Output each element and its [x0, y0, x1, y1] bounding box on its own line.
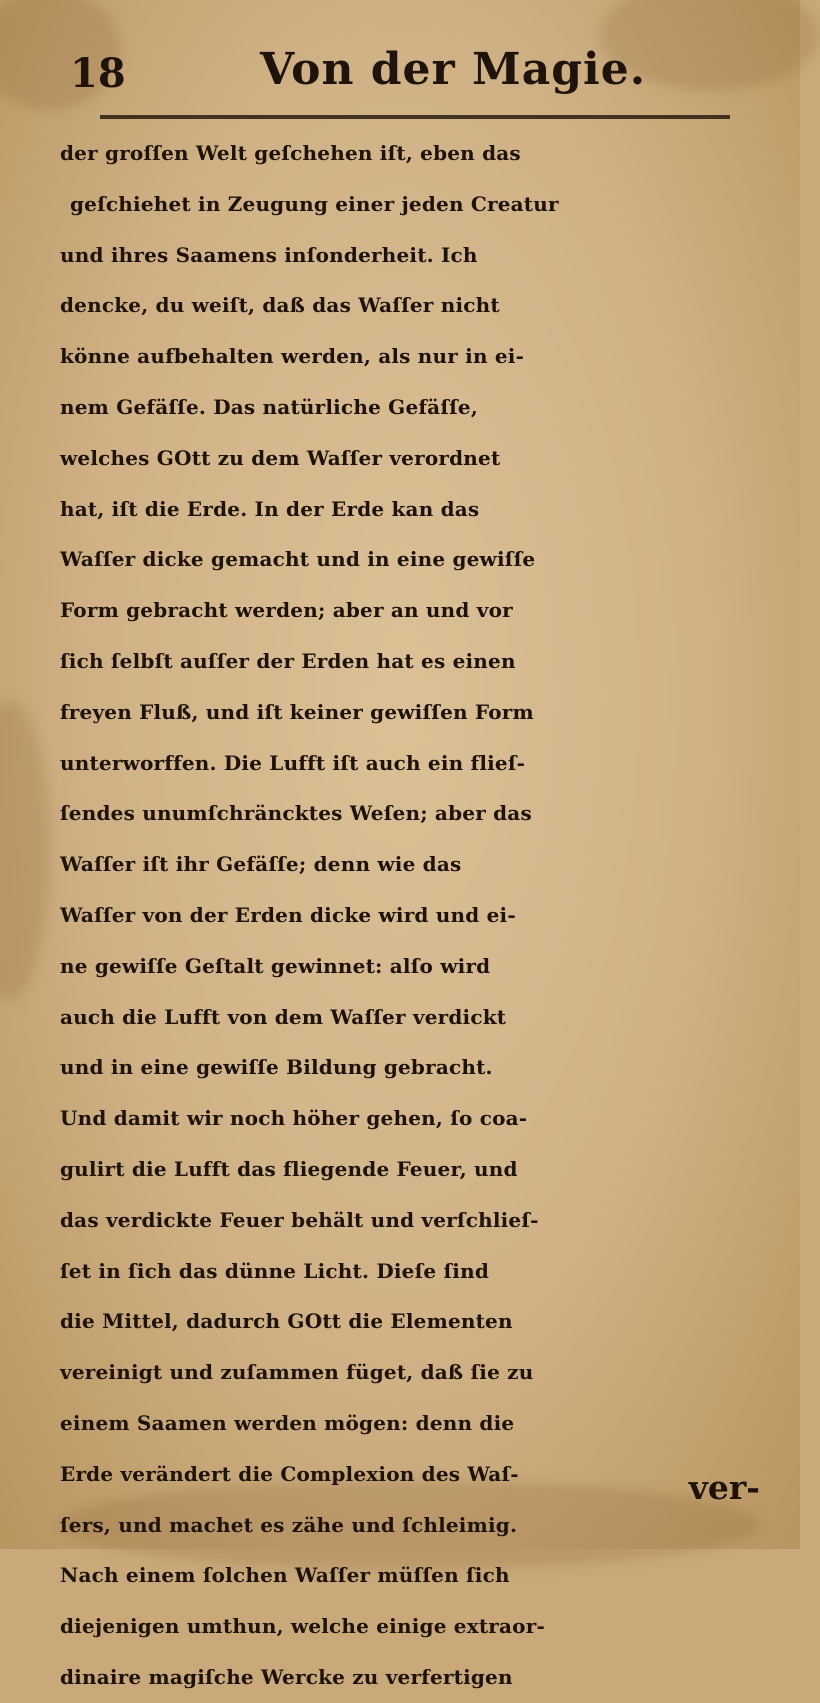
text-line: dinaire magiſche Wercke zu verfertigen	[60, 1664, 513, 1689]
text-line: der groſſen Welt geſchehen iſt, eben das	[60, 141, 521, 165]
text-line: unterworffen. Die Lufft iſt auch ein flieſ-	[60, 750, 526, 775]
text-line: das verdickte Feuer behält und verſchlieſ-	[60, 1207, 539, 1232]
text-line: Form gebracht werden; aber an und vor	[60, 598, 513, 623]
text-line: Nach einem ſolchen Waſſer müſſen ſich	[60, 1563, 510, 1588]
text-line: ſers, und machet es zähe und ſchleimig.	[60, 1512, 518, 1537]
body-text	[60, 128, 780, 1703]
text-line: und ihres Saamens inſonderheit. Ich	[60, 242, 478, 267]
text-line: hat, iſt die Erde. In der Erde kan das	[60, 496, 480, 521]
text-line: Erde verändert die Complexion des Waſ-	[60, 1461, 519, 1486]
text-line: auch die Lufft von dem Waſſer verdickt	[60, 1004, 507, 1029]
text-line: vereinigt und zuſammen füget, daß ſie zu	[60, 1360, 534, 1385]
text-line: ſendes unumſchräncktes Weſen; aber das	[60, 801, 532, 826]
page-header	[70, 40, 750, 100]
text-line: einem Saamen werden mögen: denn die	[60, 1410, 515, 1435]
text-line: gulirt die Lufft das fliegende Feuer, und	[60, 1156, 518, 1181]
text-line: Waſſer von der Erden dicke wird und ei-	[60, 902, 516, 927]
text-line: könne aufbehalten werden, als nur in ei-	[60, 344, 525, 369]
text-line: die Mittel, dadurch GOtt die Elementen	[60, 1309, 513, 1334]
text-line: ſich ſelbſt auſſer der Erden hat es einen	[60, 648, 516, 673]
text-line: und in eine gewiſſe Bildung gebracht.	[60, 1055, 493, 1080]
catchword: ver-	[688, 1468, 760, 1507]
text-line: dencke, du weiſt, daß das Waſſer nicht	[60, 293, 500, 318]
paper-stain	[0, 700, 50, 1000]
text-line: welches GOtt zu dem Waſſer verordnet	[60, 445, 501, 470]
running-head: Von der Magie.	[260, 44, 647, 95]
text-line: ſet in ſich das dünne Licht. Dieſe ſind	[60, 1258, 490, 1283]
text-line: Waſſer dicke gemacht und in eine gewiſſe	[60, 547, 536, 572]
text-line: ne gewiſſe Geſtalt gewinnet: alſo wird	[60, 953, 491, 978]
text-line: Und damit wir noch höher gehen, ſo coa-	[60, 1106, 528, 1131]
text-line: Waſſer iſt ihr Gefäſſe; denn wie das	[60, 852, 462, 877]
header-rule	[100, 115, 730, 119]
text-line: nem Gefäſſe. Das natürliche Gefäſſe,	[60, 394, 479, 419]
page-number: 18	[70, 50, 126, 97]
text-line: diejenigen umthun, welche einige extraor-	[60, 1614, 545, 1639]
text-line: freyen Fluß, und iſt keiner gewiſſen Form	[60, 699, 534, 724]
text-line: geſchiehet in Zeugung einer jeden Creatur	[70, 191, 559, 216]
